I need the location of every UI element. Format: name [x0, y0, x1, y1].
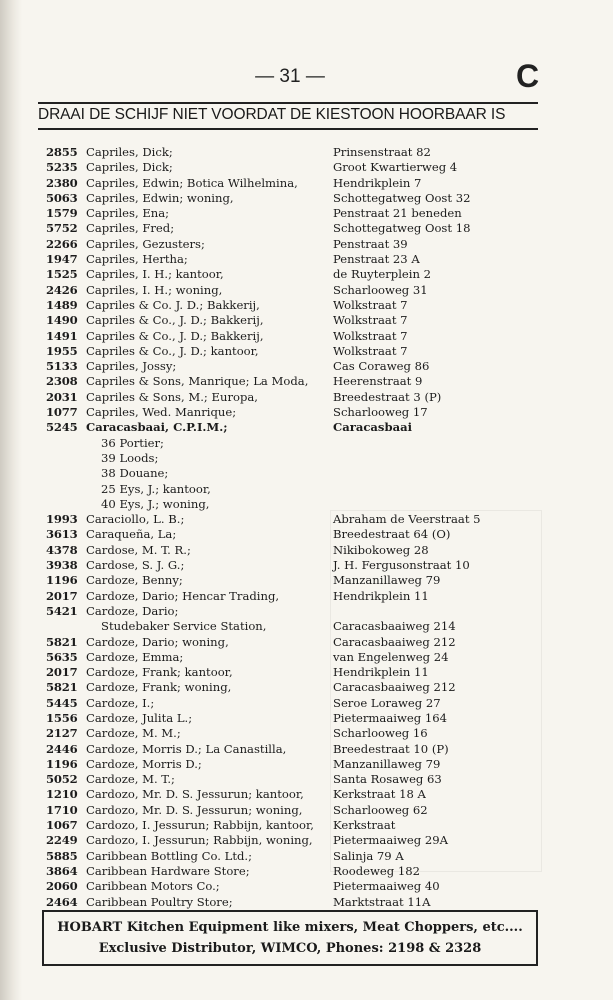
- subscriber-name: Capriles & Co., J. D.; Bakkerij,: [86, 328, 264, 343]
- phone-number: 1489: [46, 297, 78, 312]
- subscriber-name: Cardoze, Morris D.;: [86, 756, 202, 771]
- subscriber-address: Heerenstraat 9: [333, 374, 423, 389]
- subscriber-name: Capriles, Edwin; Botica Wilhelmina,: [86, 175, 298, 190]
- subscriber-address: Scharlooweg 17: [333, 405, 428, 420]
- directory-entry: [0, 176, 613, 191]
- subscriber-address: Pietermaaiweg 40: [333, 879, 440, 894]
- subscriber-name: Capriles & Co. J. D.; Bakkerij,: [86, 297, 260, 312]
- phone-number: 2017: [46, 588, 78, 603]
- subscriber-address: Penstraat 23 A: [333, 252, 420, 267]
- directory-entry: [0, 313, 613, 328]
- phone-number: 2017: [46, 665, 78, 680]
- phone-number: 5052: [46, 772, 78, 787]
- subscriber-name: Cardoze, I.;: [86, 695, 155, 710]
- directory-entry: [0, 711, 613, 726]
- phone-number: 5235: [46, 160, 78, 175]
- subscriber-address: Scharlooweg 31: [333, 282, 428, 297]
- phone-number: 1993: [46, 512, 78, 527]
- phone-number: 1210: [46, 787, 78, 802]
- phone-number: 2446: [46, 741, 78, 756]
- subscriber-address: Manzanillaweg 79: [333, 573, 441, 588]
- directory-entry: [0, 451, 613, 466]
- subscriber-address: Kerkstraat: [333, 818, 396, 833]
- subscriber-address: Pietermaaiweg 29A: [333, 833, 448, 848]
- subscriber-name: Capriles, Jossy;: [86, 359, 177, 374]
- directory-entry: [0, 573, 613, 588]
- phone-number: 5885: [46, 848, 78, 863]
- subscriber-name: Cardose, S. J. G.;: [86, 558, 185, 573]
- directory-entry: [0, 604, 613, 619]
- banner-rule-top: [38, 102, 538, 104]
- subscriber-name: Capriles, Dick;: [86, 145, 173, 159]
- subscriber-name: Cardoze, Morris D.; La Canastilla,: [86, 741, 287, 756]
- directory-entry: [0, 206, 613, 221]
- directory-entry: [0, 191, 613, 206]
- advert-line-1: HOBART Kitchen Equipment like mixers, Meat Choppers, etc....: [57, 920, 523, 935]
- subscriber-name: Capriles & Co., J. D.; Bakkerij,: [86, 313, 264, 328]
- phone-number: 1491: [46, 328, 78, 343]
- subscriber-name: Cardoze, M. M.;: [86, 726, 181, 741]
- subscriber-address: Groot Kwartierweg 4: [333, 160, 458, 175]
- directory-entry: [0, 818, 613, 833]
- directory-entry: [0, 895, 613, 910]
- subscriber-name: Cardoze, Dario; Hencar Trading,: [86, 588, 280, 603]
- subscriber-name: Capriles, Edwin; woning,: [86, 190, 234, 205]
- advert-line-2: Exclusive Distributor, WIMCO, Phones: 2198 & 2328: [98, 941, 482, 956]
- subscriber-address: Wolkstraat 7: [333, 313, 408, 328]
- directory-entry: [0, 497, 613, 512]
- subscriber-address: Penstraat 39: [333, 236, 408, 251]
- subscriber-name: Capriles, Ena;: [86, 206, 170, 221]
- directory-entry: [0, 619, 613, 634]
- directory-entry: [0, 237, 613, 252]
- subscriber-address: van Engelenweg 24: [333, 649, 449, 664]
- directory-entry: [0, 849, 613, 864]
- subscriber-name: Cardoze, Dario; woning,: [86, 634, 229, 649]
- directory-entry: [0, 757, 613, 772]
- phone-number: 5635: [46, 649, 78, 664]
- subscriber-address: Schottegatweg Oost 32: [333, 190, 471, 205]
- directory-entry: [0, 390, 613, 405]
- phone-number: 4378: [46, 542, 78, 557]
- phone-number: 1067: [46, 818, 78, 833]
- directory-entry: [0, 833, 613, 848]
- directory-entry: [0, 221, 613, 236]
- subscriber-address: Scharlooweg 16: [333, 726, 428, 741]
- directory-entry: [0, 359, 613, 374]
- directory-entry: [0, 405, 613, 420]
- phone-number: 5821: [46, 680, 78, 695]
- subscriber-name: Capriles, Hertha;: [86, 252, 188, 267]
- directory-entry: [0, 558, 613, 573]
- subscriber-address: Caracasbaaiweg 214: [333, 619, 456, 634]
- subscriber-name: 25 Eys, J.; kantoor,: [101, 481, 211, 496]
- phone-number: 5133: [46, 359, 78, 374]
- directory-entry: [0, 298, 613, 313]
- phone-number: 1710: [46, 802, 78, 817]
- phone-number: 2308: [46, 374, 78, 389]
- banner-rule-bottom: [38, 128, 538, 130]
- directory-entry: [0, 650, 613, 665]
- subscriber-address: Wolkstraat 7: [333, 343, 408, 358]
- subscriber-address: Santa Rosaweg 63: [333, 772, 442, 787]
- subscriber-name: Cardoze, Frank; woning,: [86, 680, 232, 695]
- subscriber-address: Caracasbaaiweg 212: [333, 634, 456, 649]
- directory-entry: [0, 543, 613, 558]
- directory-entry: [0, 512, 613, 527]
- subscriber-address: Caracasbaaiweg 212: [333, 680, 456, 695]
- subscriber-name: Caraqueña, La;: [86, 527, 177, 542]
- phone-number: 2426: [46, 282, 78, 297]
- directory-entry: [0, 466, 613, 481]
- subscriber-address: Roodeweg 182: [333, 863, 420, 878]
- dial-instruction-banner: DRAAI DE SCHIJF NIET VOORDAT DE KIESTOON HOORBAAR IS: [38, 106, 506, 123]
- subscriber-name: Cardozo, Mr. D. S. Jessurun; kantoor,: [86, 787, 304, 802]
- directory-entry: [0, 772, 613, 787]
- directory-entry: [0, 145, 613, 160]
- subscriber-name: Capriles & Sons, M.; Europa,: [86, 389, 258, 404]
- subscriber-address: Caracasbaai: [333, 420, 412, 435]
- subscriber-name: Cardoze, M. T.;: [86, 772, 175, 787]
- subscriber-address: Kerkstraat 18 A: [333, 787, 426, 802]
- subscriber-name: Capriles & Co., J. D.; kantoor,: [86, 343, 259, 358]
- directory-entry: [0, 803, 613, 818]
- subscriber-name: Caraciollo, L. B.;: [86, 512, 185, 527]
- directory-entry: [0, 283, 613, 298]
- directory-entry: [0, 482, 613, 497]
- phone-number: 1077: [46, 405, 78, 420]
- directory-entry: [0, 436, 613, 451]
- directory-entry: [0, 527, 613, 542]
- subscriber-name: Studebaker Service Station,: [101, 619, 267, 634]
- phone-number: 1955: [46, 343, 78, 358]
- phone-number: 1947: [46, 252, 78, 267]
- phone-number: 5245: [46, 420, 78, 435]
- section-letter: C: [516, 58, 540, 94]
- phone-number: 3613: [46, 527, 78, 542]
- subscriber-name: Cardoze, Julita L.;: [86, 710, 193, 725]
- subscriber-address: Marktstraat 11A: [333, 894, 431, 909]
- subscriber-name: Caribbean Poultry Store;: [86, 894, 233, 909]
- subscriber-name: Capriles, Dick;: [86, 160, 173, 175]
- subscriber-name: 40 Eys, J.; woning,: [101, 496, 210, 511]
- directory-entry: [0, 680, 613, 695]
- phone-number: 5821: [46, 634, 78, 649]
- phone-number: 2464: [46, 894, 78, 909]
- subscriber-address: Hendrikplein 7: [333, 175, 422, 190]
- subscriber-name: Cardoze, Emma;: [86, 649, 184, 664]
- subscriber-address: de Ruyterplein 2: [333, 267, 432, 282]
- phone-number: 5445: [46, 695, 78, 710]
- subscriber-address: Abraham de Veerstraat 5: [333, 512, 481, 527]
- directory-entry: [0, 879, 613, 894]
- phone-number: 1490: [46, 313, 78, 328]
- phone-number: 2127: [46, 726, 78, 741]
- directory-entry: [0, 160, 613, 175]
- subscriber-address: Salinja 79 A: [333, 848, 404, 863]
- subscriber-address: Manzanillaweg 79: [333, 756, 441, 771]
- phone-number: 3938: [46, 558, 78, 573]
- subscriber-name: Capriles, I. H.; kantoor,: [86, 267, 224, 282]
- phone-number: 1556: [46, 710, 78, 725]
- phone-number: 2060: [46, 879, 78, 894]
- subscriber-address: Wolkstraat 7: [333, 328, 408, 343]
- subscriber-name: Cardoze, Frank; kantoor,: [86, 665, 233, 680]
- phone-number: 2266: [46, 236, 78, 251]
- directory-entry: [0, 696, 613, 711]
- phone-number: 1196: [46, 573, 78, 588]
- directory-entry: [0, 726, 613, 741]
- directory-entry: [0, 329, 613, 344]
- phone-number: 2380: [46, 175, 78, 190]
- subscriber-name: Capriles, Gezusters;: [86, 236, 205, 251]
- subscriber-name: Capriles & Sons, Manrique; La Moda,: [86, 374, 309, 389]
- subscriber-name: Cardoze, Dario;: [86, 603, 179, 618]
- directory-entry: [0, 344, 613, 359]
- directory-entry: [0, 252, 613, 267]
- subscriber-name: Caracasbaai, C.P.I.M.;: [86, 420, 228, 435]
- subscriber-name: 38 Douane;: [101, 466, 169, 481]
- subscriber-name: Capriles, Wed. Manrique;: [86, 405, 237, 420]
- subscriber-name: Cardoze, Benny;: [86, 573, 183, 588]
- subscriber-name: Caribbean Hardware Store;: [86, 863, 250, 878]
- phone-number: 1196: [46, 756, 78, 771]
- directory-entries: [0, 145, 613, 910]
- phone-number: 1525: [46, 267, 78, 282]
- subscriber-address: Hendrikplein 11: [333, 665, 429, 680]
- subscriber-address: Seroe Loraweg 27: [333, 695, 441, 710]
- subscriber-name: Capriles, I. H.; woning,: [86, 282, 223, 297]
- subscriber-name: Cardozo, I. Jessurun; Rabbijn, woning,: [86, 833, 313, 848]
- advert-box: [42, 910, 538, 966]
- phone-number: 2031: [46, 389, 78, 404]
- subscriber-name: Capriles, Fred;: [86, 221, 175, 236]
- subscriber-address: Wolkstraat 7: [333, 297, 408, 312]
- subscriber-address: Schottegatweg Oost 18: [333, 221, 471, 236]
- phone-number: 5421: [46, 603, 78, 618]
- subscriber-address: Nikibokoweg 28: [333, 542, 429, 557]
- directory-entry: [0, 589, 613, 604]
- subscriber-name: 39 Loods;: [101, 450, 159, 465]
- subscriber-name: Caribbean Motors Co.;: [86, 879, 220, 894]
- directory-entry: [0, 267, 613, 282]
- directory-entry: [0, 742, 613, 757]
- phone-number: 5063: [46, 190, 78, 205]
- subscriber-name: Cardose, M. T. R.;: [86, 542, 191, 557]
- subscriber-name: Caribbean Bottling Co. Ltd.;: [86, 848, 252, 863]
- subscriber-name: Cardozo, I. Jessurun; Rabbijn, kantoor,: [86, 818, 314, 833]
- phone-number: 3864: [46, 863, 78, 878]
- subscriber-address: Pietermaaiweg 164: [333, 710, 447, 725]
- subscriber-address: Hendrikplein 11: [333, 588, 429, 603]
- subscriber-address: J. H. Fergusonstraat 10: [333, 558, 470, 573]
- phone-number: 2855: [46, 145, 78, 159]
- directory-entry: [0, 420, 613, 435]
- phone-number: 2249: [46, 833, 78, 848]
- subscriber-address: Breedestraat 3 (P): [333, 389, 442, 404]
- directory-entry: [0, 665, 613, 680]
- subscriber-name: Cardozo, Mr. D. S. Jessurun; woning,: [86, 802, 303, 817]
- subscriber-address: Penstraat 21 beneden: [333, 206, 462, 221]
- subscriber-address: Breedestraat 10 (P): [333, 741, 449, 756]
- subscriber-address: Scharlooweg 62: [333, 802, 428, 817]
- directory-entry: [0, 787, 613, 802]
- page-number: — 31 —: [255, 66, 325, 87]
- directory-entry: [0, 864, 613, 879]
- phone-number: 1579: [46, 206, 78, 221]
- subscriber-address: Cas Coraweg 86: [333, 359, 430, 374]
- phone-number: 5752: [46, 221, 78, 236]
- subscriber-address: Breedestraat 64 (O): [333, 527, 451, 542]
- directory-entry: [0, 374, 613, 389]
- subscriber-address: Prinsenstraat 82: [333, 145, 431, 159]
- subscriber-name: 36 Portier;: [101, 435, 164, 450]
- directory-entry: [0, 635, 613, 650]
